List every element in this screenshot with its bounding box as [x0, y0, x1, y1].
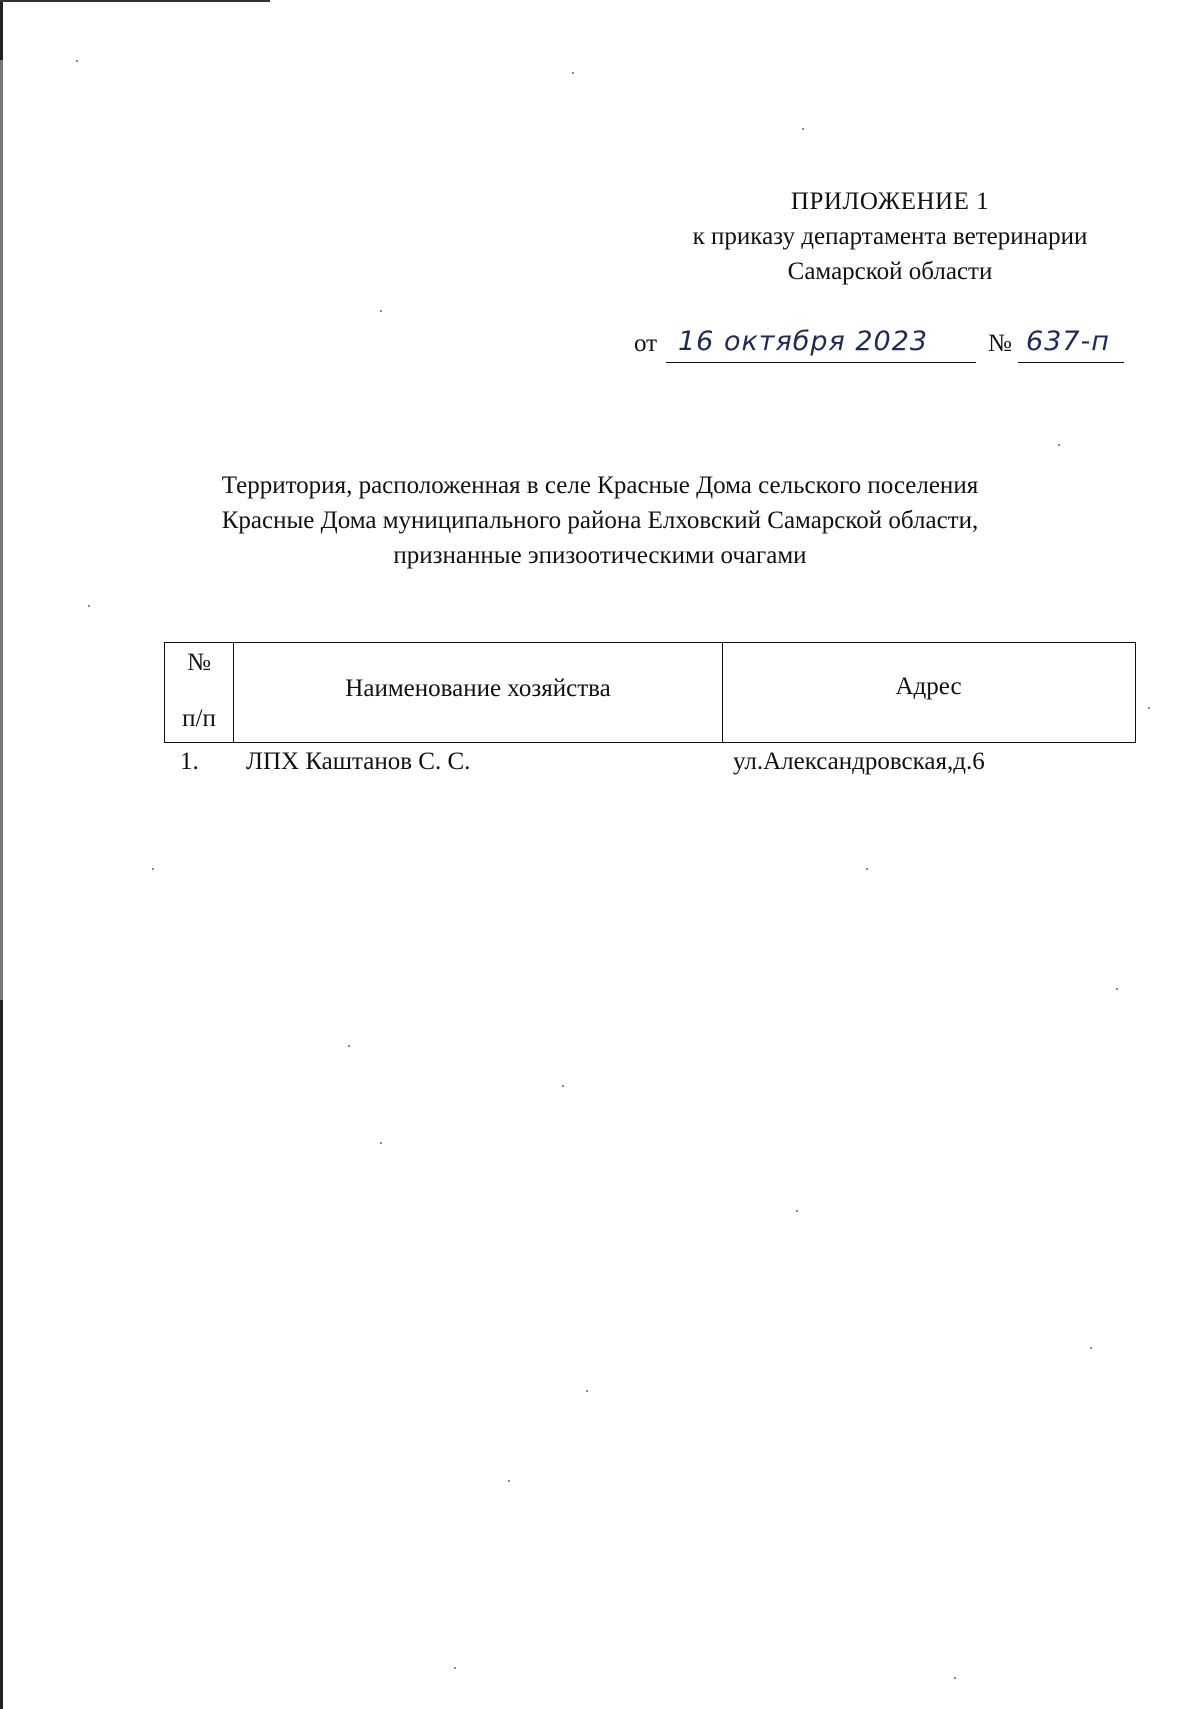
- order-from-label: от: [634, 330, 658, 357]
- scan-speck: [152, 868, 154, 870]
- scan-speck: [1116, 988, 1118, 990]
- scan-speck: [802, 128, 804, 130]
- scan-edge: [0, 0, 270, 2]
- document-title-line: Красные Дома муниципального района Елховский Самарской области,: [221, 507, 979, 534]
- scan-speck: [88, 605, 90, 607]
- scan-speck: [348, 1045, 350, 1047]
- document-title-line: Территория, расположенная в селе Красные Дома сельского поселения: [221, 472, 979, 499]
- header-number-pp: п/п: [182, 705, 216, 732]
- document-title-line: признанные эпизоотическими очагами: [393, 542, 807, 569]
- scan-speck: [572, 72, 574, 74]
- appendix-subtitle-line: к приказу департамента ветеринарии: [692, 223, 1088, 250]
- order-reference: [634, 326, 1124, 366]
- row-farm-name: ЛПХ Каштанов С. С.: [246, 748, 471, 775]
- scan-speck: [76, 60, 78, 62]
- scan-speck: [1148, 707, 1150, 709]
- date-underline: [666, 362, 976, 363]
- appendix-title: ПРИЛОЖЕНИЕ 1: [790, 188, 990, 215]
- number-underline: [1018, 362, 1124, 363]
- scan-speck: [866, 868, 868, 870]
- scan-speck: [508, 1480, 510, 1482]
- scan-speck: [1090, 1347, 1092, 1349]
- appendix-header: [640, 184, 1140, 289]
- document-title: [150, 468, 1050, 573]
- order-number-label: №: [988, 330, 1012, 357]
- header-name-column: Наименование хозяйства: [234, 643, 723, 742]
- order-number-handwritten: 637-п: [1026, 326, 1110, 357]
- scan-edge: [0, 0, 3, 1709]
- header-number-column: [165, 643, 234, 742]
- appendix-subtitle-line: Самарской области: [787, 258, 993, 285]
- scan-speck: [586, 1390, 588, 1392]
- scan-speck: [380, 1142, 382, 1144]
- table-row: [164, 748, 1136, 784]
- scan-speck: [1058, 444, 1060, 446]
- scan-speck: [562, 1085, 564, 1087]
- row-address: ул.Александровская,д.6: [733, 748, 985, 775]
- order-date-handwritten: 16 октября 2023: [678, 326, 929, 357]
- scan-speck: [954, 1677, 956, 1679]
- header-address-column: Адрес: [895, 673, 962, 700]
- table-header: [164, 642, 1136, 743]
- scan-speck: [380, 310, 382, 312]
- scan-speck: [454, 1667, 456, 1669]
- scan-speck: [796, 1210, 798, 1212]
- header-number-sign: №: [187, 649, 211, 676]
- row-number: 1.: [180, 748, 199, 775]
